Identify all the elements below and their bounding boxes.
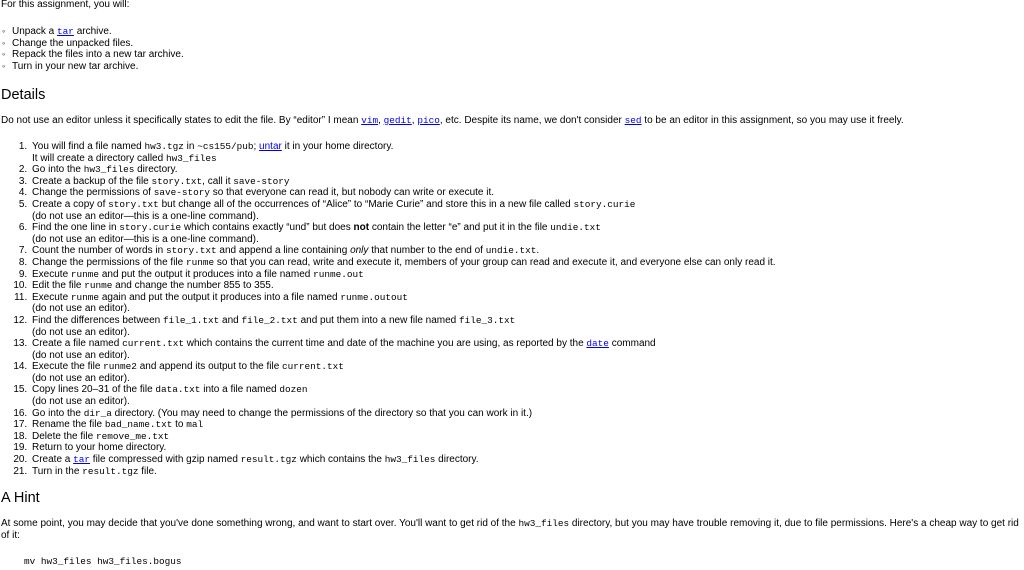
list-item: 1. You will find a file named hw3.tgz in ~cs155/pub; untar it in your home directory. It will create a directory called hw3_files bbox=[30, 141, 1020, 164]
list-item: 18. Delete the file remove_me.txt bbox=[30, 431, 1020, 443]
hint-paragraph: At some point, you may decide that you've done something wrong, and want to start over. You'll want to get rid of the hw3_files directory, but you may have trouble removing it, due to file permissions. Here's a cheap way to get rid of it: bbox=[1, 518, 1019, 541]
gedit-link[interactable]: gedit bbox=[383, 115, 412, 126]
intro-text: For this assignment, you will: bbox=[1, 0, 130, 10]
list-item: 5. Create a copy of story.txt but change all of the occurrences of “Alice” to “Marie Curie” and store this in a new file called story.curie (do not use an editor—this is a one-line command). bbox=[30, 199, 1020, 222]
list-item: ◦ Turn in your new tar archive. bbox=[0, 61, 184, 73]
sed-link[interactable]: sed bbox=[624, 115, 642, 126]
list-item: 20. Create a tar file compressed with gzip named result.tgz which contains the hw3_files directory. bbox=[30, 454, 1020, 466]
vim-link[interactable]: vim bbox=[361, 115, 379, 126]
details-heading: Details bbox=[1, 87, 46, 103]
list-item: 8. Change the permissions of the file runme so that you can read, write and execute it, members of your group can read and execute it, and everyone else can only read it. bbox=[30, 257, 1020, 269]
list-item: 16. Go into the dir_a directory. (You may need to change the permissions of the directory so that you can work in it.) bbox=[30, 408, 1020, 420]
list-item: 13. Create a file named current.txt which contains the current time and date of the machine you are using, as reported by the date command (do not use an editor). bbox=[30, 338, 1020, 361]
list-item: 3. Create a backup of the file story.txt, call it save-story bbox=[30, 176, 1020, 188]
list-item: 7. Count the number of words in story.txt and append a line containing only that number to the end of undie.txt. bbox=[30, 245, 1020, 257]
task-bullet-list bbox=[0, 26, 184, 72]
steps-list bbox=[18, 141, 1020, 477]
hint-heading: A Hint bbox=[1, 490, 40, 506]
list-item: 12. Find the differences between file_1.txt and file_2.txt and put them into a new file named file_3.txt (do not use an editor). bbox=[30, 315, 1020, 338]
untar-link[interactable]: untar bbox=[259, 141, 282, 152]
list-item: 11. Execute runme again and put the output it produces into a file named runme.outout (do not use an editor). bbox=[30, 292, 1020, 315]
list-item: 9. Execute runme and put the output it produces into a file named runme.out bbox=[30, 269, 1020, 281]
list-item: 19. Return to your home directory. bbox=[30, 442, 1020, 454]
list-item: 15. Copy lines 20–31 of the file data.txt into a file named dozen (do not use an editor). bbox=[30, 384, 1020, 407]
tar-link[interactable]: tar bbox=[57, 26, 74, 37]
tar-link[interactable]: tar bbox=[73, 454, 91, 466]
list-item: 2. Go into the hw3_files directory. bbox=[30, 164, 1020, 176]
details-paragraph: Do not use an editor unless it specifically states to edit the file. By “editor” I mean vim, gedit, pico, etc. Despite its name, we don't consider sed to be an editor in this assignment, so you may use it freely. bbox=[1, 115, 904, 126]
list-item: 17. Rename the file bad_name.txt to mal bbox=[30, 419, 1020, 431]
date-link[interactable]: date bbox=[586, 338, 609, 350]
list-item: ◦ Unpack a tar archive. bbox=[0, 26, 184, 38]
list-item: 10. Edit the file runme and change the number 855 to 355. bbox=[30, 280, 1020, 292]
list-item: ◦ Change the unpacked files. bbox=[0, 38, 184, 50]
list-item: 4. Change the permissions of save-story so that everyone can read it, but nobody can write or execute it. bbox=[30, 187, 1020, 199]
list-item: 6. Find the one line in story.curie which contains exactly “und” but does not contain the letter “e” and put it in the file undie.txt (do not use an editor—this is a one-line command). bbox=[30, 222, 1020, 245]
list-item: ◦ Repack the files into a new tar archive. bbox=[0, 49, 184, 61]
pico-link[interactable]: pico bbox=[417, 115, 440, 126]
list-item: 21. Turn in the result.tgz file. bbox=[30, 466, 1020, 478]
list-item: 14. Execute the file runme2 and append its output to the file current.txt (do not use an editor). bbox=[30, 361, 1020, 384]
command-example: mv hw3_files hw3_files.bogus bbox=[24, 556, 182, 567]
